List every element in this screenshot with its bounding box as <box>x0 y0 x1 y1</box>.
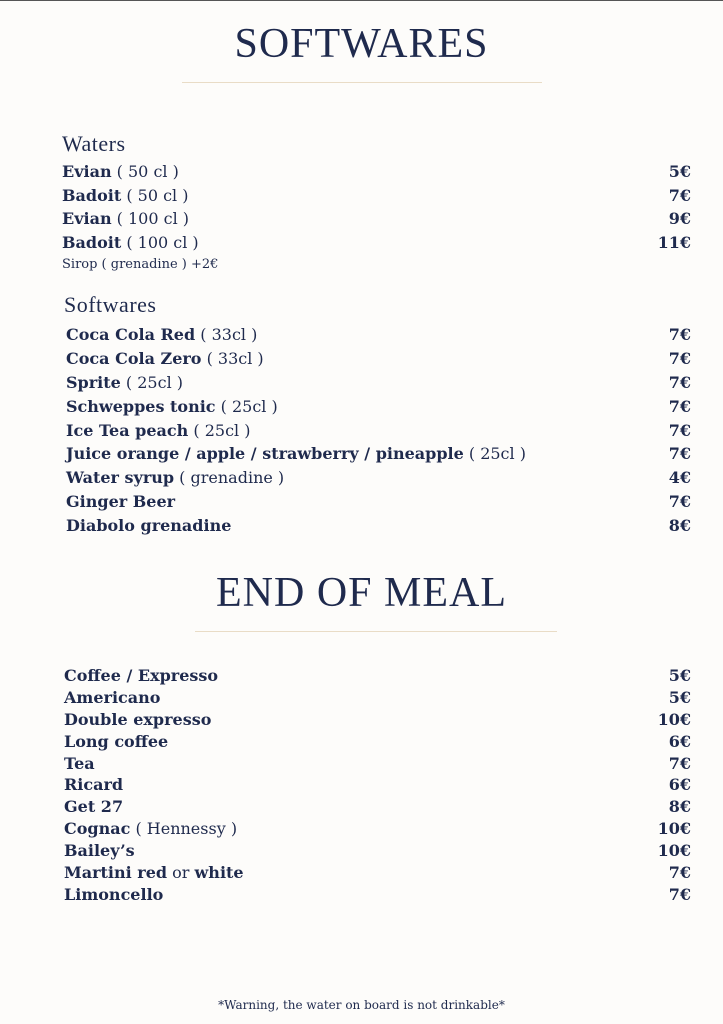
item-name: Evian <box>62 162 112 181</box>
item-price: 9€ <box>668 209 691 228</box>
list-item <box>0 160 723 184</box>
item-price: 8€ <box>668 797 691 816</box>
item-name: Bailey’s <box>64 841 135 860</box>
item-price: 11€ <box>657 233 691 252</box>
title-divider <box>182 82 542 83</box>
item-price: 10€ <box>657 710 691 729</box>
list-item <box>0 442 723 466</box>
item-name: Double expresso <box>64 710 212 729</box>
item-name: Coffee / Expresso <box>64 666 219 685</box>
list-item <box>0 730 723 754</box>
item-detail: ( 50 cl ) <box>116 162 179 181</box>
list-item <box>0 817 723 841</box>
item-price: 6€ <box>668 775 691 794</box>
list-item <box>0 664 723 688</box>
end-of-meal-divider <box>195 631 557 632</box>
item-price: 8€ <box>668 516 691 535</box>
list-item <box>0 861 723 885</box>
item-name: Get 27 <box>64 797 124 816</box>
list-item <box>0 395 723 419</box>
item-name: Ricard <box>64 775 124 794</box>
item-price: 10€ <box>657 819 691 838</box>
item-detail: ( 100 cl ) <box>116 209 190 228</box>
softwares-label: Softwares <box>64 292 157 317</box>
item-price: 7€ <box>668 444 691 463</box>
item-detail: ( 25cl ) <box>468 444 526 463</box>
list-item <box>0 466 723 490</box>
item-price: 10€ <box>657 841 691 860</box>
item-price: 7€ <box>668 349 691 368</box>
list-item <box>0 883 723 907</box>
syrup-note: Sirop ( grenadine ) +2€ <box>62 257 219 272</box>
list-item <box>0 231 723 255</box>
item-price: 7€ <box>668 373 691 392</box>
item-price: 7€ <box>668 492 691 511</box>
item-name: Coca Cola Red <box>66 325 196 344</box>
item-price: 4€ <box>668 468 691 487</box>
item-price: 5€ <box>668 162 691 181</box>
item-name: Long coffee <box>64 732 169 751</box>
item-price: 5€ <box>668 688 691 707</box>
item-detail: ( Hennessy ) <box>135 819 238 838</box>
item-name: Americano <box>64 688 161 707</box>
item-name: Water syrup <box>66 468 175 487</box>
item-name: Badoit <box>62 186 122 205</box>
item-price: 7€ <box>668 885 691 904</box>
list-item <box>0 686 723 710</box>
item-detail: ( 25cl ) <box>220 397 278 416</box>
item-detail: ( 100 cl ) <box>126 233 199 252</box>
list-item <box>0 708 723 732</box>
item-name-extra: white <box>194 863 244 882</box>
item-price: 7€ <box>668 397 691 416</box>
item-detail: or <box>172 863 190 882</box>
list-item <box>0 207 723 231</box>
list-item <box>0 419 723 443</box>
list-item <box>0 323 723 347</box>
item-name: Sprite <box>66 373 121 392</box>
item-name: Juice orange / apple / strawberry / pineapple <box>66 444 464 463</box>
softwares-title: SOFTWARES <box>234 21 489 67</box>
list-item <box>0 773 723 797</box>
top-border <box>0 0 723 1</box>
item-name: Tea <box>64 754 95 773</box>
item-price: 5€ <box>668 666 691 685</box>
list-item <box>0 795 723 819</box>
list-item <box>0 514 723 538</box>
item-detail: ( 33cl ) <box>200 325 258 344</box>
water-warning: *Warning, the water on board is not drinkable* <box>218 998 505 1012</box>
item-price: 7€ <box>668 325 691 344</box>
item-detail: ( 25cl ) <box>125 373 184 392</box>
item-name: Martini red <box>64 863 168 882</box>
item-name: Diabolo grenadine <box>66 516 232 535</box>
list-item <box>0 839 723 863</box>
item-price: 7€ <box>668 754 691 773</box>
item-name: Ice Tea peach <box>66 421 189 440</box>
item-detail: ( 33cl ) <box>206 349 264 368</box>
list-item <box>0 490 723 514</box>
item-name: Badoit <box>62 233 122 252</box>
item-detail: ( 50 cl ) <box>126 186 189 205</box>
item-price: 7€ <box>668 421 691 440</box>
waters-label: Waters <box>62 131 126 156</box>
list-item <box>0 371 723 395</box>
item-name: Ginger Beer <box>66 492 176 511</box>
item-name: Cognac <box>64 819 131 838</box>
item-price: 6€ <box>668 732 691 751</box>
item-name: Limoncello <box>64 885 164 904</box>
list-item <box>0 184 723 208</box>
item-price: 7€ <box>668 863 691 882</box>
item-price: 7€ <box>668 186 691 205</box>
item-name: Coca Cola Zero <box>66 349 202 368</box>
end-of-meal-title: END OF MEAL <box>216 570 507 616</box>
item-name: Schweppes tonic <box>66 397 216 416</box>
list-item <box>0 347 723 371</box>
item-detail: ( grenadine ) <box>179 468 285 487</box>
item-detail: ( 25cl ) <box>193 421 251 440</box>
item-name: Evian <box>62 209 112 228</box>
